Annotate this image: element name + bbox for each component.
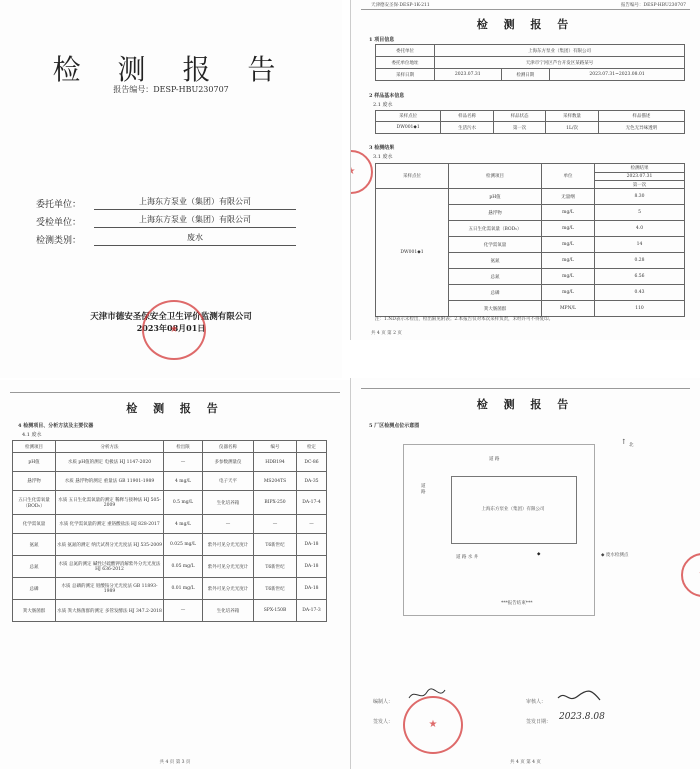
- result-value: 6.56: [595, 269, 685, 285]
- results-date: 2023.07.31: [595, 173, 685, 181]
- methods-cell: 紫外可见分光光度计: [203, 556, 254, 578]
- methods-head: 仪器名称: [203, 441, 254, 453]
- issuer-org: 天津市德安圣保安全卫生评价监测有限公司: [90, 312, 252, 322]
- report-number: 报告编号：DESP-HBU230707: [113, 85, 229, 94]
- sample-head: 样品名称: [441, 111, 493, 122]
- methods-cell: 水质 总氮的测定 碱性过硫酸钾消解紫外分光光度法 HJ 636-2012: [56, 556, 164, 578]
- methods-cell: 化学需氧量: [13, 515, 56, 534]
- section2-sub: 2.1 废水: [373, 102, 393, 108]
- methods-cell: pH值: [13, 453, 56, 472]
- methods-cell: —: [164, 600, 203, 622]
- methods-heading: 4 检测项目、分析方法及主要仪器: [18, 423, 94, 429]
- edge-seal-stamp: [350, 150, 373, 194]
- results-head: 检测项目: [449, 164, 542, 189]
- methods-cell: 总氮: [13, 556, 56, 578]
- map-page: [350, 378, 700, 769]
- sample-head: 样品描述: [598, 111, 684, 122]
- methods-cell: SPX-150B: [254, 600, 297, 622]
- category-row: [36, 232, 296, 246]
- results-head: 采样点位: [376, 164, 449, 189]
- client-row: [36, 196, 296, 210]
- north-arrow-icon: ↑: [621, 438, 627, 446]
- methods-cell: T6新世纪: [254, 578, 297, 600]
- result-item: 氨氮: [449, 253, 542, 269]
- methods-cell: 4 mg/L: [164, 515, 203, 534]
- sample-head: 采样点位: [376, 111, 441, 122]
- result-unit: mg/L: [542, 237, 595, 253]
- methods-cell: 水质 悬浮物的测定 重量法 GB 11901-1989: [56, 472, 164, 491]
- page2-header-rule: [361, 9, 690, 10]
- result-item: 总氮: [449, 269, 542, 285]
- result-item: 粪大肠菌群: [449, 301, 542, 317]
- page2-title: 检 测 报 告: [476, 18, 575, 31]
- results-point: DW001◆1: [376, 189, 449, 317]
- methods-cell: T6新世纪: [254, 534, 297, 556]
- methods-cell: T6新世纪: [254, 556, 297, 578]
- writer-label: 编制人：: [373, 699, 394, 705]
- inspection-seal-stamp: [403, 696, 463, 754]
- methods-page: [0, 380, 350, 769]
- methods-cell: 0.01 mg/L: [164, 578, 203, 600]
- result-value: 5: [595, 205, 685, 221]
- client-value: 上海东方泵业（集团）有限公司: [94, 196, 296, 210]
- client-label: 委托单位：: [36, 200, 82, 210]
- sample-head: 采样数量: [546, 111, 598, 122]
- page4-header-rule: [361, 388, 690, 389]
- map-bottom-rule: ***报告结束***: [501, 601, 533, 606]
- inspected-value: 上海东方泵业（集团）有限公司: [94, 214, 296, 228]
- result-unit: mg/L: [542, 269, 595, 285]
- methods-sub: 4.1 废水: [22, 432, 42, 438]
- methods-cell: 紫外可见分光光度计: [203, 534, 254, 556]
- inspected-row: [36, 214, 296, 228]
- methods-cell: 电子天平: [203, 472, 254, 491]
- info-cell: 委托单位: [376, 45, 435, 57]
- methods-cell: 生化培养箱: [203, 491, 254, 515]
- sample-cell: 1L/次: [546, 122, 598, 134]
- methods-cell: —: [203, 515, 254, 534]
- page3-header-rule: [10, 392, 340, 393]
- methods-cell: 悬浮物: [13, 472, 56, 491]
- section3-heading: 3 检测结果: [369, 145, 395, 151]
- page2-header-left: 天津德安圣保·DESP-1K-211: [371, 3, 430, 8]
- methods-table: [12, 440, 327, 622]
- methods-cell: 水质 五日生化需氧量的测定 稀释与接种法 HJ 505-2009: [56, 491, 164, 515]
- methods-cell: —: [164, 453, 203, 472]
- result-unit: 无量纲: [542, 189, 595, 205]
- results-head: 单位: [542, 164, 595, 189]
- methods-cell: 生化培养箱: [203, 600, 254, 622]
- page4-title: 检 测 报 告: [476, 398, 575, 411]
- sample-cell: 无色无异味透明: [598, 122, 684, 134]
- methods-head: 编号: [254, 441, 297, 453]
- methods-head: 检测项目: [13, 441, 56, 453]
- section3-sub: 3.1 废水: [373, 154, 393, 160]
- result-value: 8.30: [595, 189, 685, 205]
- methods-cell: 水质 pH值的测定 电极法 HJ 1147-2020: [56, 453, 164, 472]
- info-cell: 检测日期: [501, 69, 550, 81]
- sampling-point-marker: ◆: [537, 552, 541, 557]
- result-unit: mg/L: [542, 221, 595, 237]
- methods-cell: 多参数测量仪: [203, 453, 254, 472]
- inspected-label: 受检单位：: [36, 218, 82, 228]
- methods-cell: —: [297, 515, 327, 534]
- methods-cell: DA-17-4: [297, 491, 327, 515]
- methods-cell: 4 mg/L: [164, 472, 203, 491]
- road-bottom-label: 道 路 水 井: [456, 555, 479, 560]
- info-cell: 2023.07.31~2023.08.01: [550, 69, 685, 81]
- plant-label: 上海东方泵业（集团）有限公司: [481, 507, 545, 512]
- sign-date: 2023.8.08: [559, 712, 605, 722]
- cover-title: 检 测 报 告: [52, 53, 290, 86]
- info-cell: 委托单位地址: [376, 57, 435, 69]
- result-item: 悬浮物: [449, 205, 542, 221]
- issue-date: 2023年08月01日: [136, 323, 206, 333]
- methods-head: 分析方法: [56, 441, 164, 453]
- methods-cell: 五日生化需氧量（BOD₅）: [13, 491, 56, 515]
- west-road-label: 道 路: [421, 484, 426, 495]
- page3-title: 检 测 报 告: [126, 402, 224, 415]
- methods-head: 检出限: [164, 441, 203, 453]
- result-unit: mg/L: [542, 253, 595, 269]
- sample-cell: 生活污水: [441, 122, 493, 134]
- methods-cell: DA-17-3: [297, 600, 327, 622]
- result-value: 0.28: [595, 253, 685, 269]
- methods-cell: 水质 粪大肠菌群的测定 多管发酵法 HJ 347.2-2018: [56, 600, 164, 622]
- methods-cell: 紫外可见分光光度计: [203, 578, 254, 600]
- map-heading: 5 厂区检测点位示意图: [369, 423, 420, 429]
- results-table: [375, 163, 685, 317]
- map-legend: ◆ 废水检测点: [601, 553, 629, 558]
- result-item: pH值: [449, 189, 542, 205]
- methods-cell: HDB194: [254, 453, 297, 472]
- category-value: 废水: [94, 232, 296, 246]
- page2-header-right: 报告编号：DESP-HBU230707: [621, 3, 686, 8]
- methods-cell: 0.05 mg/L: [164, 556, 203, 578]
- methods-cell: 0.025 mg/L: [164, 534, 203, 556]
- methods-cell: 0.5 mg/L: [164, 491, 203, 515]
- results-head: 检测结果: [595, 164, 685, 173]
- checker-signature: [556, 688, 602, 706]
- info-cell: 天津市宁河区芦台开发区某路某号: [435, 57, 685, 69]
- methods-cell: DA-18: [297, 534, 327, 556]
- result-item: 总磷: [449, 285, 542, 301]
- methods-cell: DA-35: [297, 472, 327, 491]
- result-unit: mg/L: [542, 285, 595, 301]
- results-page: [350, 0, 700, 340]
- result-unit: MPN/L: [542, 301, 595, 317]
- result-unit: mg/L: [542, 205, 595, 221]
- result-item: 五日生化需氧量（BOD₅）: [449, 221, 542, 237]
- sample-table: [375, 110, 685, 134]
- methods-cell: 氨氮: [13, 534, 56, 556]
- methods-head: 检定: [297, 441, 327, 453]
- info-cell: 上海东方泵业（集团）有限公司: [435, 45, 685, 57]
- edge-seal-stamp-right: [681, 553, 700, 597]
- page3-footer: 共 4 页 第 3 页: [159, 760, 191, 765]
- sample-cell: 第一次: [493, 122, 545, 134]
- official-seal-stamp: [142, 300, 206, 360]
- checker-label: 审核人：: [526, 699, 547, 705]
- methods-cell: MS204TS: [254, 472, 297, 491]
- methods-cell: 总磷: [13, 578, 56, 600]
- results-notes: 注：1.ND表示未检出，检出限见附表；2.本报告仅对本次采样负责，未经许可不得复印。: [375, 317, 554, 322]
- methods-cell: BIPX-250: [254, 491, 297, 515]
- section1-heading: 1 项目信息: [369, 37, 395, 43]
- page2-footer: 共 4 页 第 2 页: [371, 331, 402, 336]
- methods-cell: 粪大肠菌群: [13, 600, 56, 622]
- result-value: 14: [595, 237, 685, 253]
- info-table: [375, 44, 685, 81]
- methods-cell: DA-18: [297, 556, 327, 578]
- methods-cell: DA-18: [297, 578, 327, 600]
- result-value: 4.0: [595, 221, 685, 237]
- methods-cell: 水质 总磷的测定 钼酸铵分光光度法 GB 11893-1989: [56, 578, 164, 600]
- approver-label: 签发人：: [373, 719, 394, 725]
- methods-cell: DC-86: [297, 453, 327, 472]
- result-item: 化学需氧量: [449, 237, 542, 253]
- sample-cell: DW001◆1: [376, 122, 441, 134]
- info-cell: 采样日期: [376, 69, 435, 81]
- results-freq: 第一次: [595, 181, 685, 189]
- cover-page: [0, 0, 342, 378]
- road-top-label: 道 路: [489, 457, 500, 462]
- methods-cell: —: [254, 515, 297, 534]
- page4-footer: 共 4 页 第 4 页: [510, 760, 541, 765]
- info-cell: 2023.07.31: [435, 69, 502, 81]
- section2-heading: 2 样品基本信息: [369, 93, 405, 99]
- result-value: 110: [595, 301, 685, 317]
- sample-head: 样品状态: [493, 111, 545, 122]
- result-value: 0.43: [595, 285, 685, 301]
- category-label: 检测类别：: [36, 236, 82, 246]
- north-label: 北: [629, 443, 634, 448]
- date-label: 签发日期：: [526, 719, 552, 725]
- methods-cell: 水质 氨氮的测定 纳氏试剂分光光度法 HJ 535-2009: [56, 534, 164, 556]
- methods-cell: 水质 化学需氧量的测定 重铬酸盐法 HJ 828-2017: [56, 515, 164, 534]
